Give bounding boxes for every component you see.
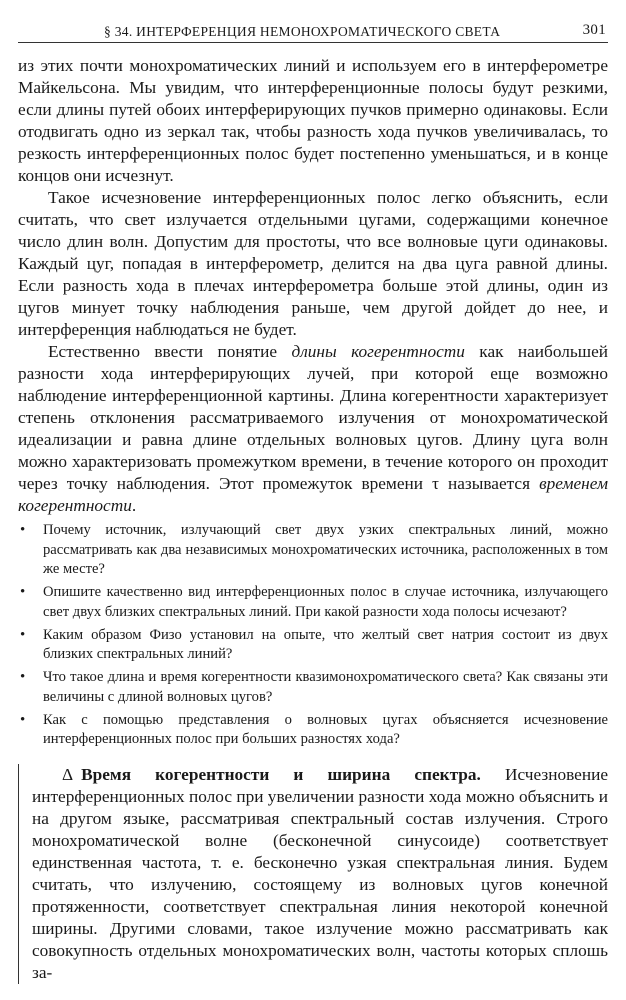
section-title: § 34. ИНТЕРФЕРЕНЦИЯ НЕМОНОХРОМАТИЧЕСКОГО СВЕТА [104, 24, 501, 39]
header-rule [18, 42, 608, 43]
subsection-paragraph [32, 764, 608, 984]
paragraph-3-text-c: . [131, 496, 137, 515]
bullet-icon: • [20, 626, 26, 643]
page-number: 301 [582, 22, 606, 38]
question-item [18, 711, 608, 750]
paragraph-3 [18, 341, 608, 517]
question-item [18, 583, 608, 622]
question-text: Каким образом Физо установил на опыте, что желтый свет натрия состоит из двух близких спектральных линий? [43, 626, 608, 662]
page-body [18, 55, 608, 984]
question-text: Опишите качественно вид интерференционных полос в случае источника, излучающего свет двух близких спектральных линий. При какой разности хода полосы исчезают? [43, 584, 608, 620]
bullet-icon: • [20, 669, 26, 685]
question-item [18, 521, 608, 580]
bullet-icon: • [20, 711, 26, 728]
question-text: Почему источник, излучающий свет двух узких спектральных линий, можно рассматривать как два независимых монохроматических источника, расположенных в том же месте? [43, 522, 608, 577]
running-header [18, 18, 608, 44]
question-text: Что такое длина и время когерентности квазимонохроматического света? Как связаны эти величины с длиной волновых цугов? [43, 669, 608, 705]
paragraph-3-text-b: как наибольшей разности хода интерферирующих лучей, при которой еще возможно наблюдение интерференционной картины. Длина когерентности характеризует степень отклонения рассматриваемого излучения от монохроматической идеализации и равна длине отдельных волновых цугов. Длину цуга волн можно характеризовать промежутком времени, в течение которого он проходит через точку наблюдения. Этот промежуток времени τ называется [18, 342, 608, 493]
subsection-coherence-time [18, 764, 608, 984]
review-questions [18, 521, 608, 750]
delta-marker-icon: Δ [62, 764, 74, 784]
question-text: Как с помощью представления о волновых цугах объясняется исчезновение интерференционных полос при больших разностях хода? [43, 711, 608, 747]
paragraph-1: из этих почти монохроматических линий и используем его в интерферометре Майкельсона. Мы увидим, что интерференционные полосы будут резкими, если длины путей обоих интерферирующих пучков примерно одинаковы. Если отодвигать одно из зеркал так, чтобы разность хода пучков увеличивалась, то резкость интерференционных полос будет постепенно уменьшаться, и в конце концов они исчезнут. [18, 56, 608, 185]
bullet-icon: • [20, 584, 26, 600]
question-item [18, 668, 608, 707]
subsection-text: Исчезновение интерференционных полос при увеличении разности хода можно объяснить и на другом языке, рассматривая спектральный состав излучения. Строго монохроматической волне (бесконечной синусоиде) соответствует единственная частота, т. е. бесконечно узкая спектральная линия. Будем считать, что излучению, состоящему из волновых цугов конечной протяженности, соответствует спектральная линия некоторой конечной ширины. Другими словами, такое излучение можно рассматривать как совокупность отдельных монохроматических волн, частоты которых сплошь за- [32, 764, 608, 982]
subsection-heading: Время когерентности и ширина спектра. [81, 764, 481, 784]
term-coherence-length: длины когерентности [291, 342, 465, 361]
paragraph-3-text-a: Естественно ввести понятие [48, 342, 292, 361]
term-coherence-time: временем когерентности [18, 474, 608, 515]
bullet-icon: • [20, 522, 26, 538]
paragraph-2: Такое исчезновение интерференционных полос легко объяснить, если считать, что свет излучается отдельными цугами, содержащими конечное число длин волн. Допустим для простоты, что все волновые цуги одинаковы. Каждый цуг, попадая в интерферометр, делится на два цуга равной длины. Если разность хода в плечах интерферометра больше этой длины, один из цугов минует точку наблюдения раньше, чем другой дойдет до нее, и интерференция наблюдаться не будет. [18, 188, 608, 339]
question-item [18, 626, 608, 665]
